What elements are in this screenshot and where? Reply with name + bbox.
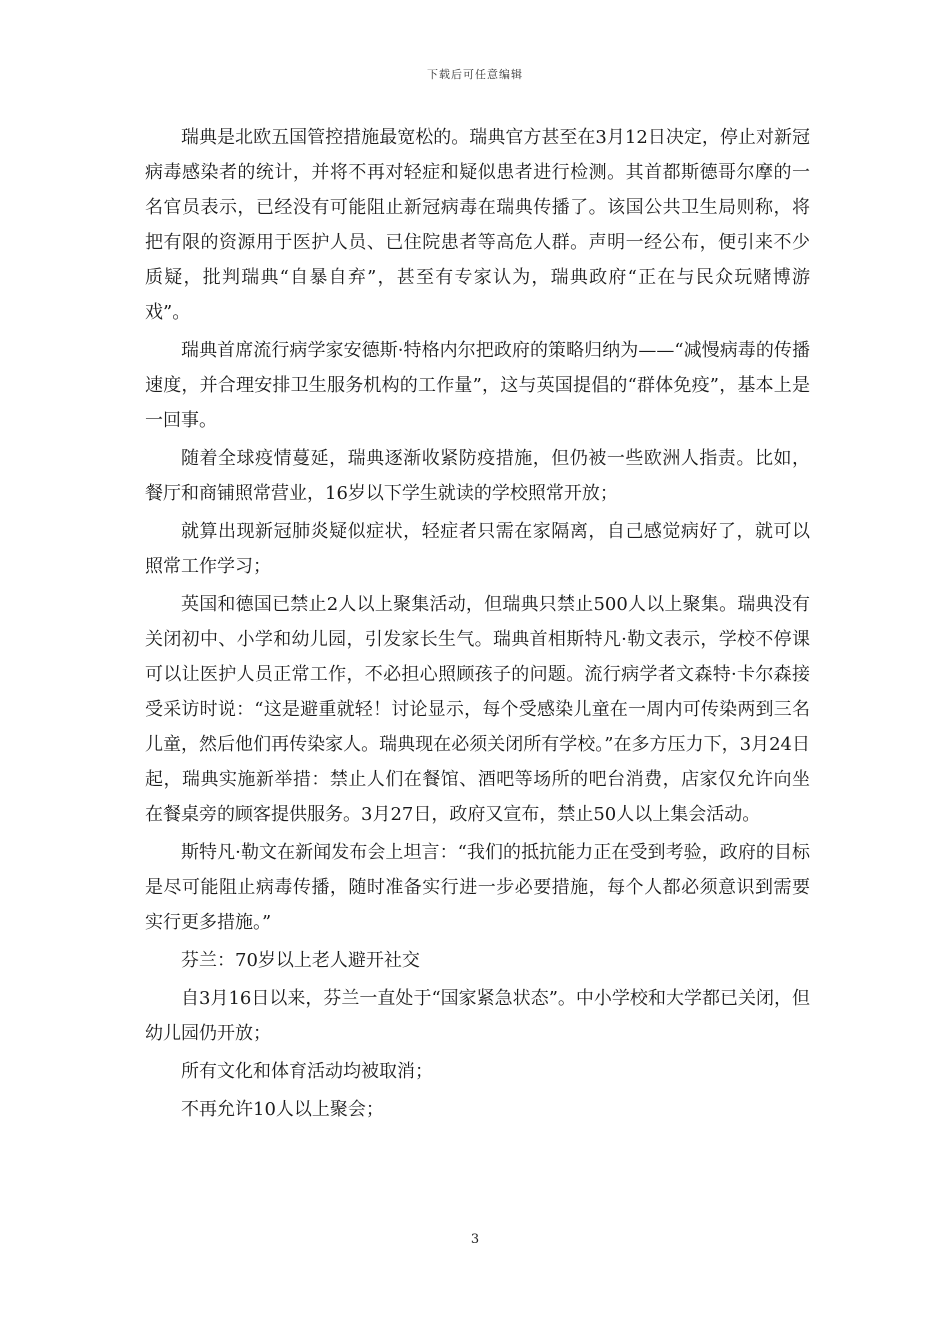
paragraph-finland-cancellations: 所有文化和体育活动均被取消； [181, 1061, 433, 1082]
paragraph-gathering-limits: 英国和德国已禁止2人以上聚集活动，但瑞典只禁止500人以上聚集。瑞典没有关闭初中、小学和幼儿园，引发家长生气。瑞典首相斯特凡·勒文表示，学校不停课可以让医护人员正常工作，不必担心照顾孩子的问题。流行病学者文森特·卡尔森接受采访时说：“这是避重就轻！讨论显示，每个受感染儿童在一周内可传染两到三名儿童，然后他们再传染家人。瑞典现在必须关闭所有学校。”在多方压力下，3月24日起，瑞典实施新举措：禁止人们在餐馆、酒吧等场所的吧台消费，店家仅允许向坐在餐桌旁的顾客提供服务。3月27日，政府又宣布，禁止50人以上集会活动。 [145, 594, 810, 825]
paragraph-tightening-measures: 随着全球疫情蔓延，瑞典逐渐收紧防疫措施，但仍被一些欧洲人指责。比如，餐厅和商铺照常营业，16岁以下学生就读的学校照常开放； [145, 448, 810, 504]
paragraph-finland-heading: 芬兰：70岁以上老人避开社交 [181, 950, 420, 971]
paragraph-epidemiologist-strategy: 瑞典首席流行病学家安德斯·特格内尔把政府的策略归纳为——“减慢病毒的传播速度，并合理安排卫生服务机构的工作量”，这与英国提倡的“群体免疫”，基本上是一回事。 [145, 340, 810, 431]
paragraph-home-isolation: 就算出现新冠肺炎疑似症状，轻症者只需在家隔离，自己感觉病好了，就可以照常工作学习； [145, 521, 810, 577]
paragraph-finland-gatherings: 不再允许10人以上聚会； [181, 1099, 384, 1120]
document-body [145, 120, 810, 1130]
paragraph-sweden-policy: 瑞典是北欧五国管控措施最宽松的。瑞典官方甚至在3月12日决定，停止对新冠病毒感染者的统计，并将不再对轻症和疑似患者进行检测。其首都斯德哥尔摩的一名官员表示，已经没有可能阻止新冠病毒在瑞典传播了。该国公共卫生局则称，将把有限的资源用于医护人员、已住院患者等高危人群。声明一经公布，便引来不少质疑，批判瑞典“自暴自弃”，甚至有专家认为，瑞典政府“正在与民众玩赌博游戏”。 [145, 127, 810, 323]
paragraph-press-conference: 斯特凡·勒文在新闻发布会上坦言：“我们的抵抗能力正在受到考验，政府的目标是尽可能阻止病毒传播，随时准备实行进一步必要措施，每个人都必须意识到需要实行更多措施。” [145, 842, 810, 933]
header-note: 下载后可任意编辑 [427, 68, 523, 81]
page-number: 3 [470, 1232, 480, 1247]
paragraph-finland-emergency: 自3月16日以来，芬兰一直处于“国家紧急状态”。中小学校和大学都已关闭，但幼儿园仍开放； [145, 988, 810, 1044]
